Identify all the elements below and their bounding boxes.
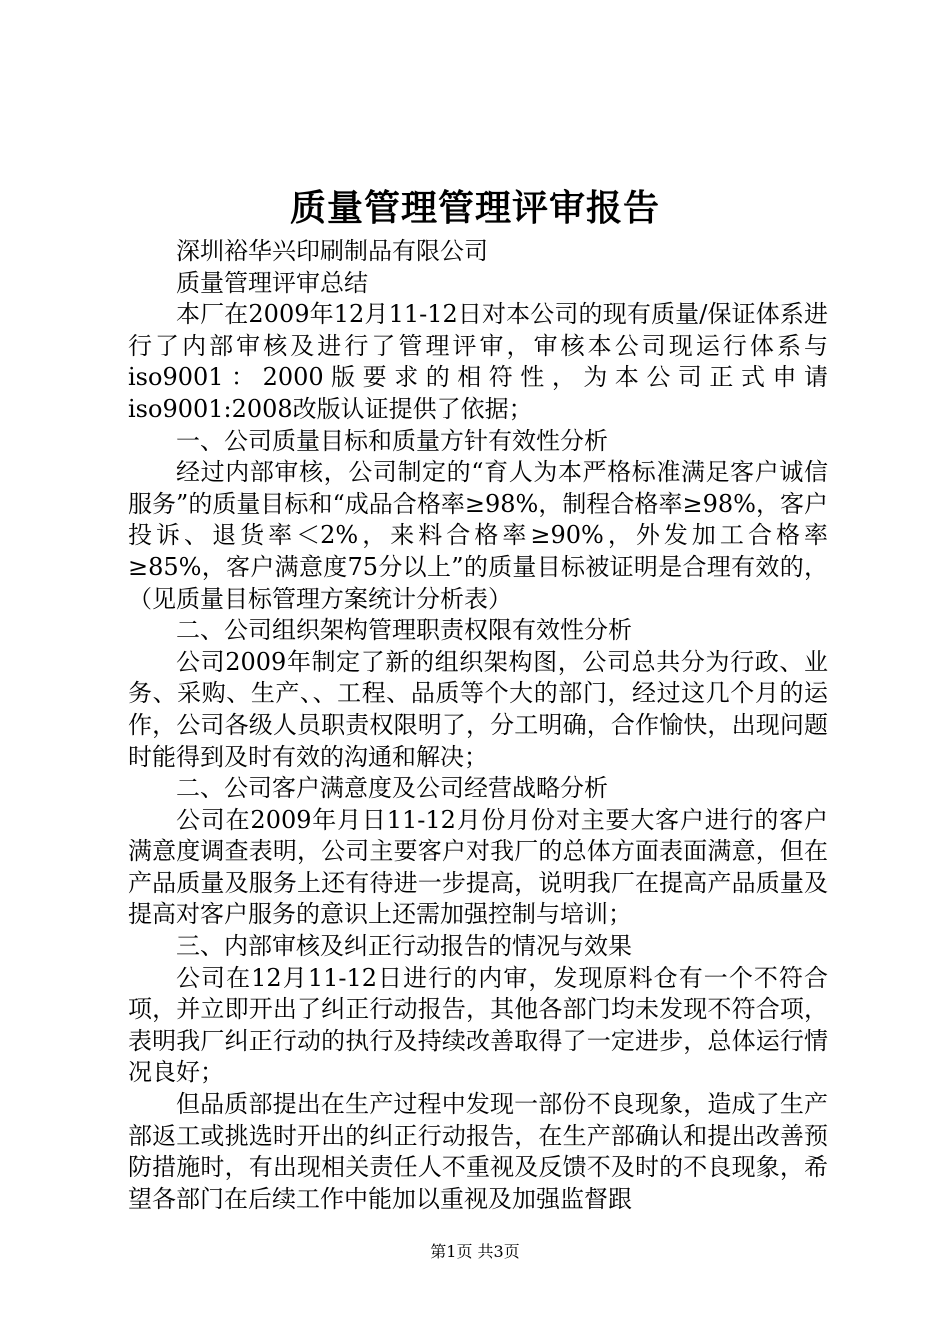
paragraph-subtitle: 质量管理评审总结 (176, 268, 368, 297)
page-footer: 第1页 共3页 (430, 1242, 520, 1261)
section-heading-2: 二、公司组织架构管理职责权限有效性分析 (176, 616, 632, 645)
paragraph-company-name: 深圳裕华兴印刷制品有限公司 (176, 237, 488, 265)
paragraph-section-4-continued: 但品质部提出在生产过程中发现一部份不良现象，造成了生产部返工或挑选时开出的纠正行动报告，在生产部确认和提出改善预防措施时，有出现相关责任人不重视及反馈不及时的不良现象，希望各部门在后续工作中能加以重视及加强监督跟 (128, 1090, 828, 1213)
paragraph-intro: 本厂在2009年12月11-12日对本公司的现有质量/保证体系进行了内部审核及进行了管理评审，审核本公司现运行体系与iso9001：2000版要求的相符性，为本公司正式申请iso9001:2008改版认证提供了依据； (128, 300, 828, 423)
paragraph-section-3: 公司在2009年月日11-12月份月份对主要大客户进行的客户满意度调查表明，公司主要客户对我厂的总体方面表面满意，但在产品质量及服务上还有待进一步提高，说明我厂在提高产品质量及提高对客户服务的意识上还需加强控制与培训； (128, 805, 828, 929)
paragraph-section-2: 公司2009年制定了新的组织架构图，公司总共分为行政、业务、采购、生产、、工程、品质等个大的部门，经过这几个月的运作，公司各级人员职责权限明了，分工明确，合作愉快，出现问题时能得到及时有效的沟通和解决； (128, 647, 828, 771)
section-heading-3: 二、公司客户满意度及公司经营战略分析 (176, 774, 608, 803)
document-title: 质量管理管理评审报告 (289, 187, 660, 229)
paragraph-section-4: 公司在12月11-12日进行的内审，发现原料仓有一个不符合项，并立即开出了纠正行动报告，其他各部门均未发现不符合项，表明我厂纠正行动的执行及持续改善取得了一定进步，总体运行情况良好； (128, 963, 828, 1087)
section-heading-4: 三、内部审核及纠正行动报告的情况与效果 (176, 932, 632, 961)
paragraph-section-1: 经过内部审核，公司制定的“育人为本严格标准满足客户诚信服务”的质量目标和“成品合格率≥98%，制程合格率≥98%，客户投诉、退货率＜2%，来料合格率≥90%，外发加工合格率≥85%，客户满意度75分以上”的质量目标被证明是合理有效的，（见质量目标管理方案统计分析表） (128, 458, 828, 613)
section-heading-1: 一、公司质量目标和质量方针有效性分析 (176, 426, 608, 455)
document-body (128, 236, 828, 1215)
